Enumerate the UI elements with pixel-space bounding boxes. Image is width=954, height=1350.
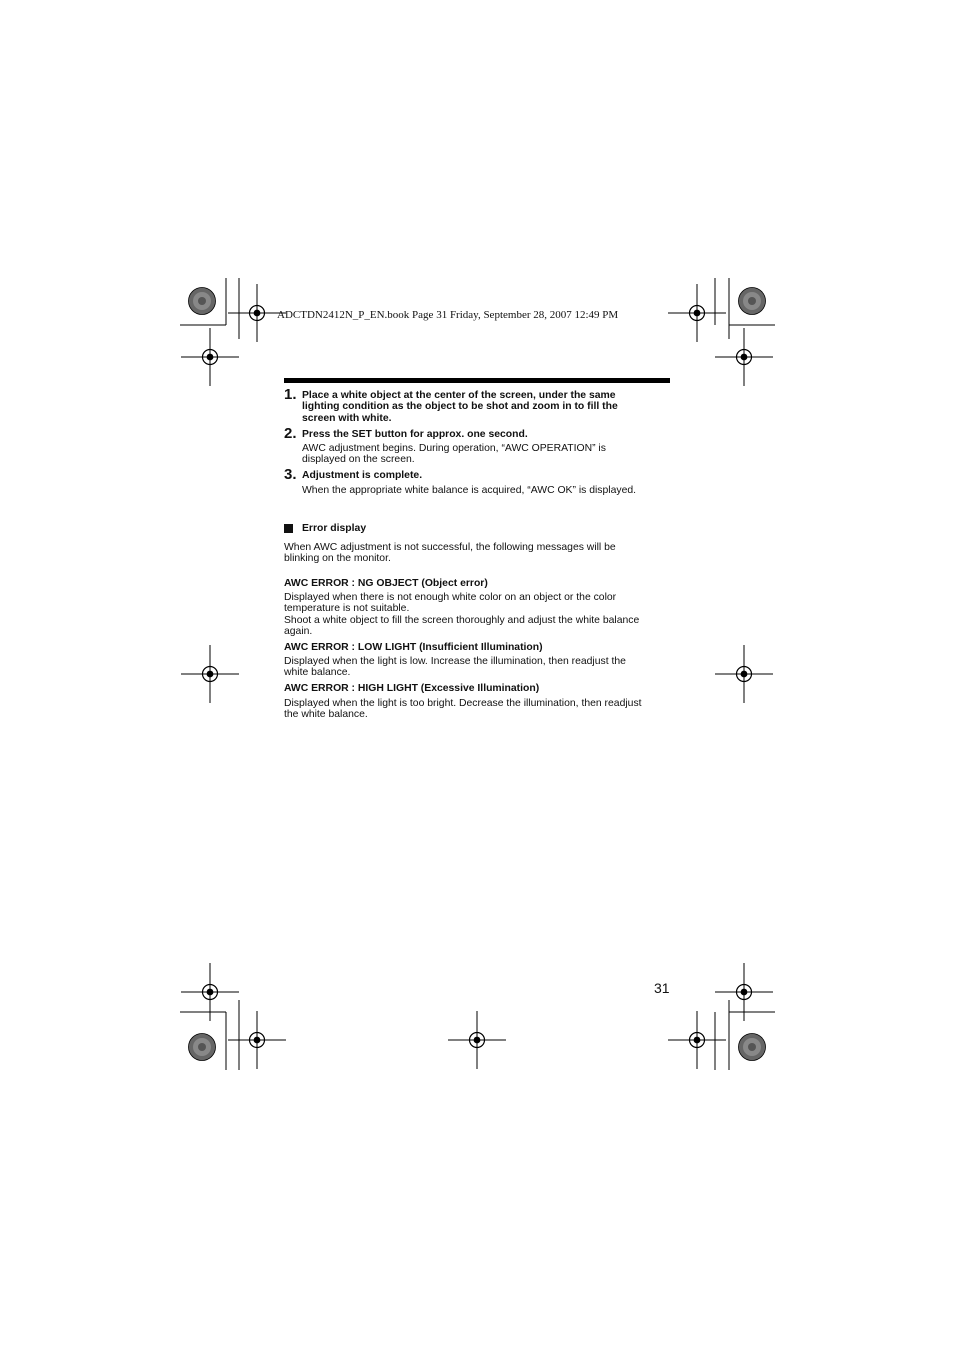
bullet-square-icon [284,524,293,533]
step-body: When the appropriate white balance is acquired, “AWC OK” is displayed. [302,485,637,496]
error-description: Displayed when the light is low. Increase the illumination, then readjust the white balance. [284,656,626,679]
step-body: AWC adjustment begins. During operation, “AWC OPERATION” is displayed on the screen. [302,443,606,466]
print-header: ADCTDN2412N_P_EN.book Page 31 Friday, September 28, 2007 12:49 PM [277,309,619,321]
section-rule [284,378,670,383]
step-heading: Adjustment is complete. [302,470,423,481]
error-description: Displayed when the light is too bright. Decrease the illumination, then readjust the white balance. [284,698,642,721]
error-description: Displayed when there is not enough white color on an object or the color temperature is not suitable. Shoot a white object to fill the screen thoroughly and adjust the white balance again. [284,592,640,637]
section-heading: Error display [302,523,367,534]
error-title: AWC ERROR : NG OBJECT (Object error) [284,578,488,589]
step-number: 2. [284,425,297,442]
step-heading: Press the SET button for approx. one second. [302,429,528,440]
step-number: 3. [284,466,297,483]
page-number: 31 [654,980,670,996]
step-heading: Place a white object at the center of the screen, under the same lighting condition as the object to be shot and zoom in to fill the screen with white. [302,390,618,424]
error-intro: When AWC adjustment is not successful, the following messages will be blinking on the monitor. [284,542,616,565]
error-title: AWC ERROR : LOW LIGHT (Insufficient Illumination) [284,642,543,653]
step-number: 1. [284,386,297,403]
error-title: AWC ERROR : HIGH LIGHT (Excessive Illumination) [284,683,540,694]
